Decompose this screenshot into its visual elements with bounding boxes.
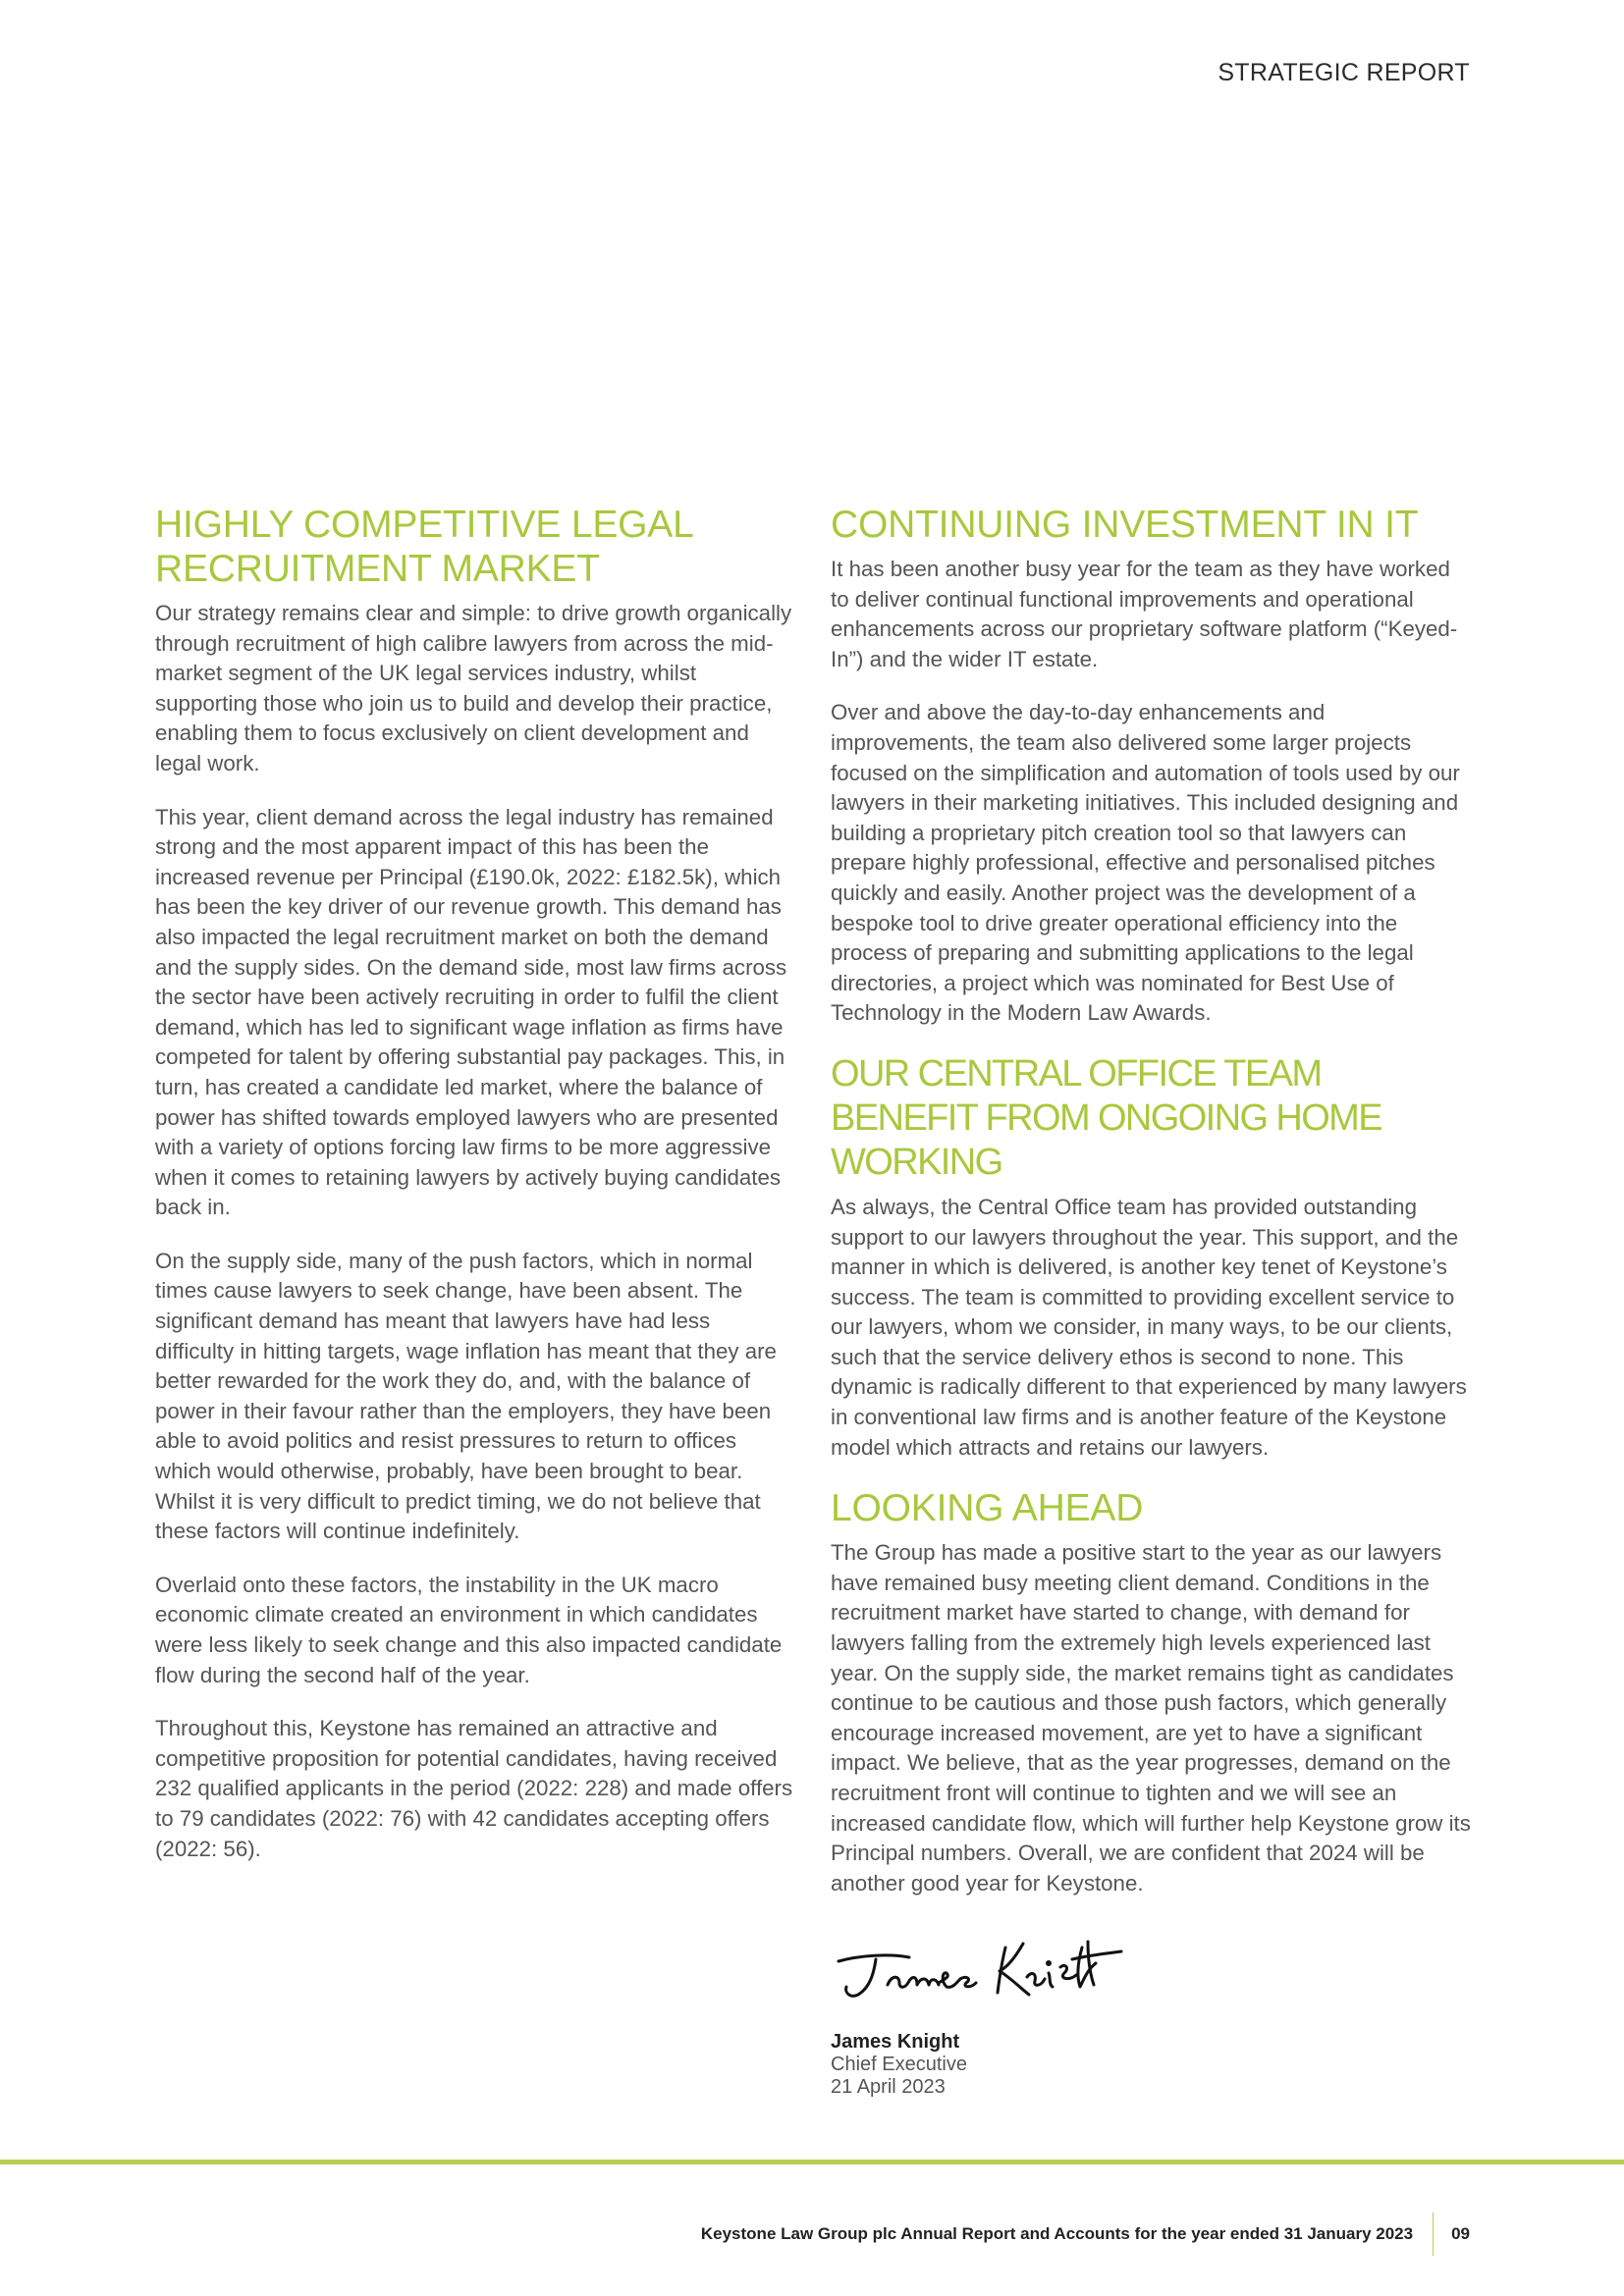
heading-it-investment: CONTINUING INVESTMENT IN IT xyxy=(831,504,1419,546)
heading-central-office: OUR CENTRAL OFFICE TEAM BENEFIT FROM ONGOING HOME WORKING xyxy=(831,1052,1381,1183)
signature-image xyxy=(831,1934,1125,2012)
heading-looking-ahead: LOOKING AHEAD xyxy=(831,1487,1144,1530)
paragraph: The Group has made a positive start to the year as our lawyers have remained busy meeting client demand. Conditions in the recruitment market have started to change, with demand for lawyers falling from the extremely high levels experienced last year. On the supply side, the market remains tight as candidates continue to be cautious and those push factors, which generally encourage increased movement, are yet to have a significant impact. We believe, that as the year progresses, demand on the recruitment front will continue to tighten and we will see an increased candidate flow, which will further help Keystone grow its Principal numbers. Overall, we are confident that 2024 will be another good year for Keystone. xyxy=(831,1540,1471,1896)
footer-divider xyxy=(1433,2213,1434,2256)
footer xyxy=(701,2213,1470,2256)
paragraph: It has been another busy year for the team as they have worked to deliver continual functional improvements and operational enhancements across our proprietary software platform (“Keyed-In”) and the wider IT estate. xyxy=(831,557,1458,671)
signer-name: James Knight xyxy=(831,2031,960,2054)
paragraph: On the supply side, many of the push factors, which in normal times cause lawyers to seek change, have been absent. The significant demand has meant that lawyers have had less difficulty in hitting targets, wage inflation has meant that they are better rewarded for the work they do, and, with the balance of power in their favour rather than the employers, they have been able to avoid politics and resist pressures to return to offices which would otherwise, probably, have been brought to bear. Whilst it is very difficult to predict timing, we do not believe that these factors will continue indefinitely. xyxy=(155,1248,777,1544)
paragraph: Throughout this, Keystone has remained an attractive and competitive proposition for potential candidates, having received 232 qualified applicants in the period (2022: 228) and made offers to 79 candidates (2022: 76) with 42 candidates accepting offers (2022: 56). xyxy=(155,1716,793,1861)
paragraph: Over and above the day-to-day enhancements and improvements, the team also delivered some larger projects focused on the simplification and automation of tools used by our lawyers in their marketing initiatives. This included designing and building a proprietary pitch creation tool so that lawyers can prepare highly professional, effective and personalised pitches quickly and easily. Another project was the development of a bespoke tool to drive greater operational efficiency into the process of preparing and submitting applications to the legal directories, a project which was nominated for Best Use of Technology in the Modern Law Awards. xyxy=(831,700,1460,1026)
signer-date: 21 April 2023 xyxy=(831,2076,946,2099)
paragraph: This year, client demand across the legal industry has remained strong and the most apparent impact of this has been the increased revenue per Principal (£190.0k, 2022: £182.5k), which has been the key driver of our revenue growth. This demand has also impacted the legal recruitment market on both the demand and the supply sides. On the demand side, most law firms across the sector have been actively recruiting in order to fulfil the client demand, which has led to significant wage inflation as firms have competed for talent by offering substantial pay packages. This, in turn, has created a candidate led market, where the balance of power has shifted towards employed lawyers who are presented with a variety of options forcing law firms to be more aggressive when it comes to retaining lawyers by actively buying candidates back in. xyxy=(155,804,787,1220)
paragraph: As always, the Central Office team has provided outstanding support to our lawyers throughout the year. This support, and the manner in which is delivered, is another key tenet of Keystone’s success. The team is committed to providing excellent service to our lawyers, whom we consider, in many ways, to be our clients, such that the service delivery ethos is second to none. This dynamic is radically different to that experienced by many lawyers in conventional law firms and is another feature of the Keystone model which attracts and retains our lawyers. xyxy=(831,1194,1467,1460)
page-number: 09 xyxy=(1451,2224,1470,2243)
signer-role: Chief Executive xyxy=(831,2054,967,2076)
paragraph: Our strategy remains clear and simple: to drive growth organically through recruitment of high calibre lawyers from across the mid-market segment of the UK legal services industry, whilst supporting those who join us to build and develop their practice, enabling them to focus exclusively on client development and legal work. xyxy=(155,601,792,775)
left-column xyxy=(155,503,793,1888)
section-label: STRATEGIC REPORT xyxy=(1218,59,1470,86)
footer-title: Keystone Law Group plc Annual Report and Accounts for the year ended 31 January 2023 xyxy=(700,2224,1414,2243)
right-column xyxy=(831,503,1471,2099)
heading-competitive-market: HIGHLY COMPETITIVE LEGAL RECRUITMENT MARKET xyxy=(155,504,693,590)
paragraph: Overlaid onto these factors, the instability in the UK macro economic climate created an environment in which candidates were less likely to seek change and this also impacted candidate flow during the second half of the year. xyxy=(155,1572,783,1687)
footer-rule xyxy=(0,2160,1624,2164)
